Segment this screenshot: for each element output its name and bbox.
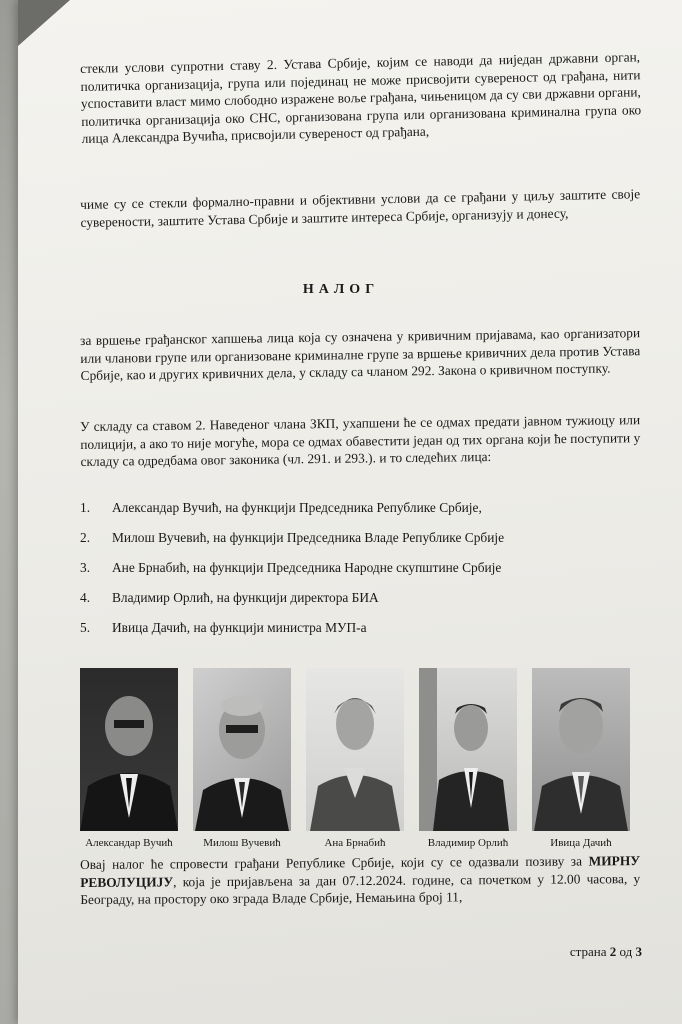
portrait-photo	[532, 668, 630, 831]
list-item	[80, 560, 620, 590]
photo-card	[419, 668, 517, 849]
portrait-photo	[193, 668, 291, 831]
photo-row	[80, 668, 630, 849]
list-item	[80, 590, 620, 620]
paragraph-2: чиме су се стекли формално-правни и објективни услови да се грађани у циљу заштите своје суверености, заштите Устава Србије и заштите интереса Србије, организују и донесу,	[80, 186, 641, 230]
list-number: 1.	[80, 500, 91, 515]
list-item	[80, 620, 620, 650]
persons-list	[80, 500, 620, 650]
page-separator: од	[616, 944, 636, 959]
document-title: НАЛОГ	[302, 282, 380, 297]
portrait-photo	[80, 668, 178, 831]
total-pages: 3	[635, 944, 642, 959]
portrait-photo	[419, 668, 517, 831]
list-text: Милош Вучевић, на функцији Председника Владе Републике Србије	[112, 530, 505, 545]
paragraph-5-end: , која је пријављена за дан 07.12.2024. године, са почетком у 12.00 часова, у Београду, на простору око зграда Владе Србије, Немањина број 11,	[80, 870, 641, 907]
page-label: страна	[569, 944, 610, 959]
list-item	[80, 530, 620, 560]
page-number	[570, 944, 642, 960]
photo-card	[80, 668, 178, 849]
paragraph-5-start: Овај налог ће спровести грађани Републике Србије, који су се одазвали позиву за	[80, 853, 589, 872]
list-number: 4.	[80, 590, 91, 605]
portrait-photo	[306, 668, 404, 831]
current-page: 2	[609, 944, 617, 959]
photo-caption: Ивица Дачић	[550, 837, 612, 849]
paragraph-3: за вршење грађанског хапшења лица која су означена у кривичним пријавама, као организатори или чланови групе или организоване криминалне групе за вршење кривичних дела против Устава Србије, као и других кривичних дела, у складу са чланом 292. Закона о кривичном поступку.	[80, 325, 641, 383]
paragraph-4: У складу са ставом 2. Наведеног члана ЗКП, ухапшени ће се одмах предати јавном тужиоцу или полицији, а ако то није могуће, мора се одмах обавестити један од тих органа који ће поступити у складу са одредбама овог законика (чл. 291. и 293.). и то следећих лица:	[80, 412, 641, 469]
photo-caption: Ана Брнабић	[324, 837, 386, 849]
photo-card	[532, 668, 630, 849]
photo-card	[306, 668, 404, 849]
list-text: Ане Брнабић, на функцији Председника Народне скупштине Србије	[112, 560, 502, 575]
photo-caption: Владимир Орлић	[427, 837, 509, 849]
list-text: Ивица Дачић, на функцији министра МУП-а	[112, 620, 367, 635]
list-number: 3.	[80, 560, 91, 575]
page-corner	[18, 0, 70, 46]
list-number: 2.	[80, 530, 91, 545]
paragraph-1: стекли услови супротни ставу 2. Устава Србије, којим се наводи да ниједан државни орган, политичка организација, група или појединац не може присвојити сувереност од грађана, нити успоставити власт мимо слободно изражене воље грађана, чињеницом да су сви државни органи, политичка организација око СНС, организована група или организована криминална група око лица Александра Вучића, присвојили сувереност од грађана,	[80, 49, 642, 146]
list-text: Владимир Орлић, на функцији директора БИА	[112, 590, 379, 605]
photo-caption: Милош Вучевић	[203, 837, 281, 849]
photo-card	[193, 668, 291, 849]
paragraph-5	[80, 852, 640, 908]
photo-caption: Александар Вучић	[85, 837, 173, 849]
list-item	[80, 500, 620, 530]
list-text: Александар Вучић, на функцији Председника Републике Србије,	[112, 500, 482, 515]
peaceful-revolution-emphasis: МИРНУ РЕВОЛУЦИЈУ	[80, 853, 641, 890]
list-number: 5.	[80, 620, 91, 635]
